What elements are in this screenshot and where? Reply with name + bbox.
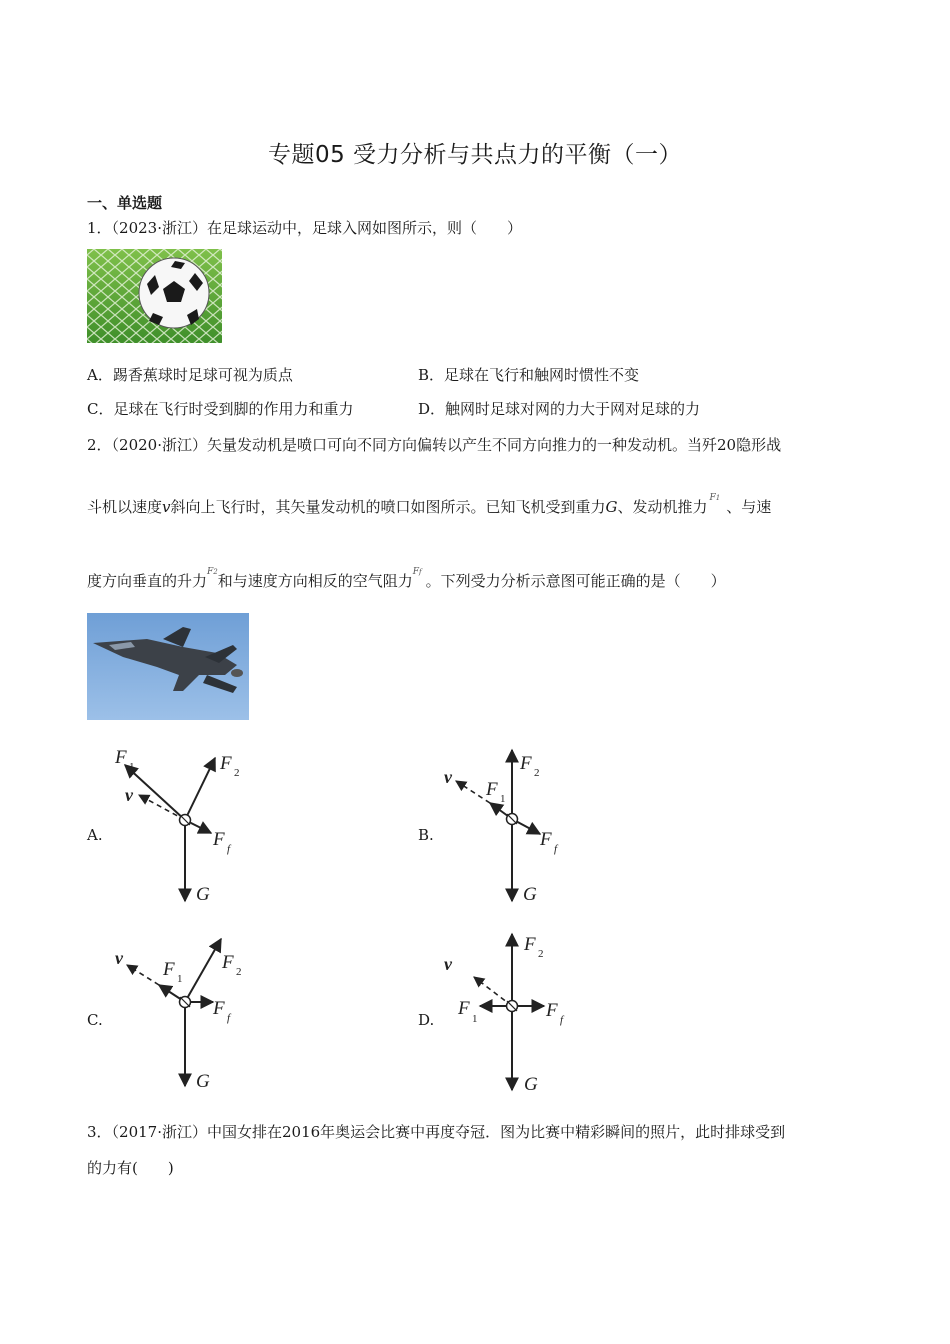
q2-text: 斜向上飞行时，其矢量发动机的喷口如图所示。已知飞机受到重力 (170, 498, 606, 516)
q2-line-1: 2．（2020·浙江）矢量发动机是喷口可向不同方向偏转以产生不同方向推力的一种发动机。当歼20隐形战 (87, 436, 782, 454)
q1-option-b: B．足球在飞行和触网时惯性不变 (418, 366, 640, 384)
arrow-f2 (185, 758, 215, 820)
label-ff: F (213, 829, 225, 850)
q2-option-a-label: A. (87, 826, 103, 844)
label-f1-sub: 1 (500, 793, 506, 805)
label-f1: F (115, 747, 127, 768)
label-v: v (125, 785, 133, 805)
label-ff-sub: f (227, 843, 231, 855)
q1-option-a: A．踢香蕉球时足球可视为质点 (87, 366, 293, 384)
q3-line-1: 3．（2017·浙江）中国女排在2016年奥运会比赛中再度夺冠．图为比赛中精彩瞬间的照片，此时排球受到 (87, 1123, 786, 1141)
label-f2-sub: 2 (234, 767, 240, 779)
label-f2: F (220, 753, 232, 774)
label-f1-sub: 1 (472, 1013, 478, 1025)
label-f1-sub: 1 (177, 973, 183, 985)
q1-option-d: D．触网时足球对网的力大于网对足球的力 (418, 400, 701, 418)
jet-photo (87, 613, 249, 720)
diagram-b (432, 745, 592, 910)
q2-option-c-label: C. (87, 1011, 103, 1029)
page-title: 专题05 受力分析与共点力的平衡（一） (267, 142, 683, 168)
symbol-ff: Ff (412, 567, 422, 577)
arrow-v (127, 965, 159, 985)
q2-option-d-label: D. (418, 1011, 435, 1029)
label-v: v (444, 767, 452, 787)
arrow-v (456, 781, 490, 803)
q2-line-3 (87, 567, 726, 591)
q2-text: 度方向垂直的升力 (87, 572, 208, 590)
symbol-g: G (605, 498, 618, 516)
q2-text: 、发动机推力 (617, 498, 708, 516)
label-g: G (196, 884, 210, 905)
section-heading: 一、单选题 (87, 194, 163, 212)
label-ff: F (540, 829, 552, 850)
diagram-a (105, 745, 265, 910)
symbol-f2: F2 (207, 567, 218, 577)
q3-line-2: 的力有( ) (87, 1159, 174, 1177)
label-ff-sub: f (227, 1012, 231, 1024)
soccer-photo (87, 249, 222, 343)
label-f1: F (163, 959, 175, 980)
symbol-f1: F1 (709, 493, 721, 503)
label-ff-sub: f (560, 1014, 564, 1026)
q2-option-b-label: B. (418, 826, 434, 844)
label-f2-sub: 2 (534, 767, 540, 779)
label-f1: F (458, 998, 470, 1019)
diagram-d (432, 930, 592, 1095)
arrow-f2 (185, 939, 221, 1002)
q2-text: 斗机以速度 (87, 498, 163, 516)
q1-stem: 1．（2023·浙江）在足球运动中，足球入网如图所示，则（ ） (87, 219, 522, 237)
label-g: G (524, 1074, 538, 1095)
q2-text: 。下列受力分析示意图可能正确的是（ ） (425, 572, 726, 590)
symbol-v: v (162, 498, 171, 516)
label-f2: F (520, 753, 532, 774)
label-ff: F (546, 1000, 558, 1021)
label-g: G (523, 884, 537, 905)
q2-line-2 (87, 493, 772, 517)
label-v: v (444, 954, 452, 974)
q2-text: 和与速度方向相反的空气阻力 (217, 572, 413, 590)
label-f1-sub: 1 (129, 761, 135, 773)
label-f2-sub: 2 (236, 966, 242, 978)
label-f2-sub: 2 (538, 948, 544, 960)
label-g: G (196, 1071, 210, 1092)
label-f2: F (222, 952, 234, 973)
label-ff: F (213, 998, 225, 1019)
label-ff-sub: f (554, 843, 558, 855)
arrow-f1 (125, 765, 185, 820)
arrow-v (474, 977, 512, 1006)
label-v: v (115, 948, 123, 968)
q1-option-c: C．足球在飞行时受到脚的作用力和重力 (87, 400, 354, 418)
q2-text: 、与速 (726, 498, 772, 516)
label-f2: F (524, 934, 536, 955)
diagram-c (105, 930, 265, 1095)
label-f1: F (486, 779, 498, 800)
